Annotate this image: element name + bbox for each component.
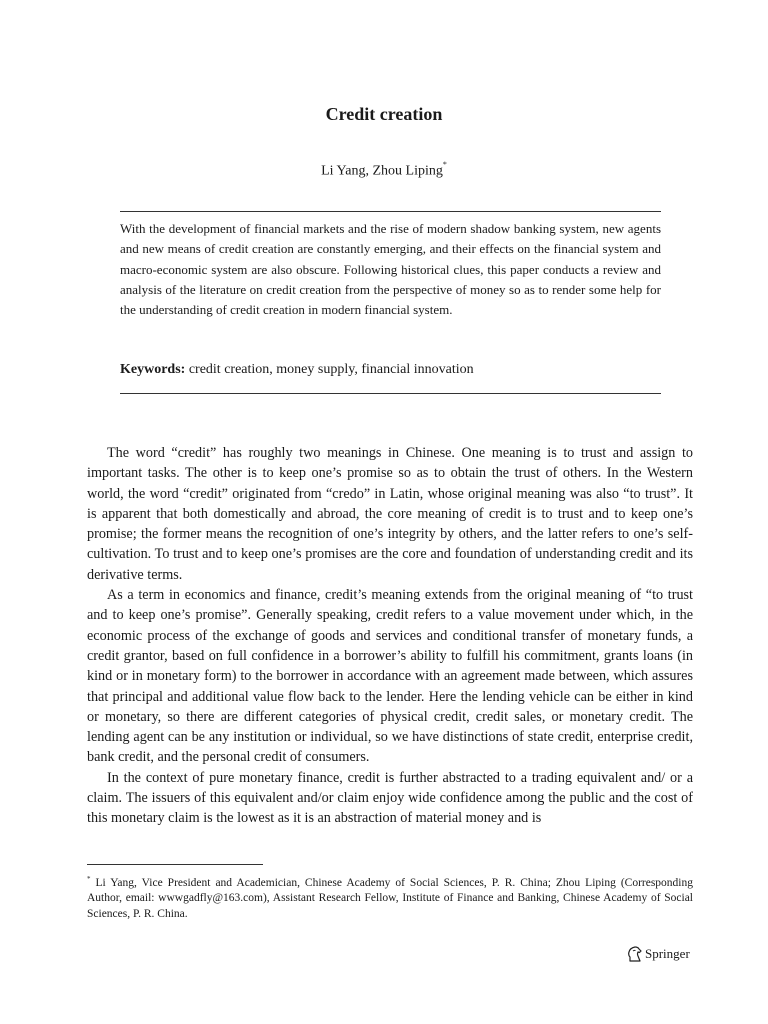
footnote-text: Li Yang, Vice President and Academician, Chinese Academy of Social Sciences, P. R. China; Zhou Liping (Corresponding Author, email: wwwgadfly@163.com), Assistant Research Fellow, Institute of Finance and Banking, Chinese Academy of Social Sciences, P. R. China.	[87, 876, 693, 920]
footnote	[87, 872, 693, 922]
body-text	[87, 443, 693, 829]
keywords-label: Keywords:	[120, 362, 186, 377]
body-paragraph: The word “credit” has roughly two meanings in Chinese. One meaning is to trust and assign to important tasks. The other is to keep one’s promise so as to obtain the trust of others. In the Western world, the word “credit” originated from “credo” in Latin, whose original meaning was also “to trust”. It is apparent that both domestically and abroad, the core meaning of credit is to trust and to keep one’s promise; the former means the recognition of one’s integrity by others, and the latter refers to one’s self-cultivation. To trust and to keep one’s promises are the core and foundation of understanding credit and its derivative terms.	[87, 445, 693, 583]
abstract-top-rule	[120, 211, 661, 212]
footnote-rule	[87, 864, 263, 865]
keywords-line	[120, 362, 661, 378]
keywords: credit creation, money supply, financial innovation	[188, 362, 474, 377]
body-paragraph: As a term in economics and finance, credit’s meaning extends from the original meaning of “to trust and to keep one’s promise”. Generally speaking, credit refers to a value movement under which, in the economic process of the exchange of goods and services and conditional transfer of monetary funds, a credit grantor, based on full confidence in a borrower’s ability to fulfill his commitment, grants loans (in kind or in monetary form) to the borrower in accordance with an agreement made between, which assures that principal and additional value flow back to the lender. Here the lending vehicle can be either in kind or monetary, so there are different categories of physical credit, credit sales, or monetary credit. The lending agent can be any institution or individual, so we have distinctions of state credit, enterprise credit, bank credit, and the personal credit of consumers.	[87, 587, 693, 766]
abstract: With the development of financial markets and the rise of modern shadow banking system, new agents and new means of credit creation are constantly emerging, and their effects on the financial system and macro-economic system are also obscure. Following historical clues, this paper conducts a review and analysis of the literature on credit creation from the perspective of money so as to render some help for the understanding of credit creation in modern financial system.	[120, 221, 661, 318]
publisher-logo	[627, 946, 690, 962]
springer-horse-icon	[627, 946, 642, 962]
paper-title: Credit creation	[325, 104, 443, 124]
abstract-bottom-rule	[120, 393, 661, 394]
author-footnote-mark: *	[442, 160, 447, 169]
footnote-mark: *	[87, 875, 91, 883]
body-paragraph: In the context of pure monetary finance, credit is further abstracted to a trading equivalent and/ or a claim. The issuers of this equivalent and/or claim enjoy wide confidence among the public and the cost of this monetary claim is the lowest as it is an abstraction of material money and is	[87, 769, 693, 827]
authors: Li Yang, Zhou Liping	[321, 163, 443, 179]
author-line	[0, 162, 768, 180]
publisher-name: Springer	[645, 946, 690, 961]
